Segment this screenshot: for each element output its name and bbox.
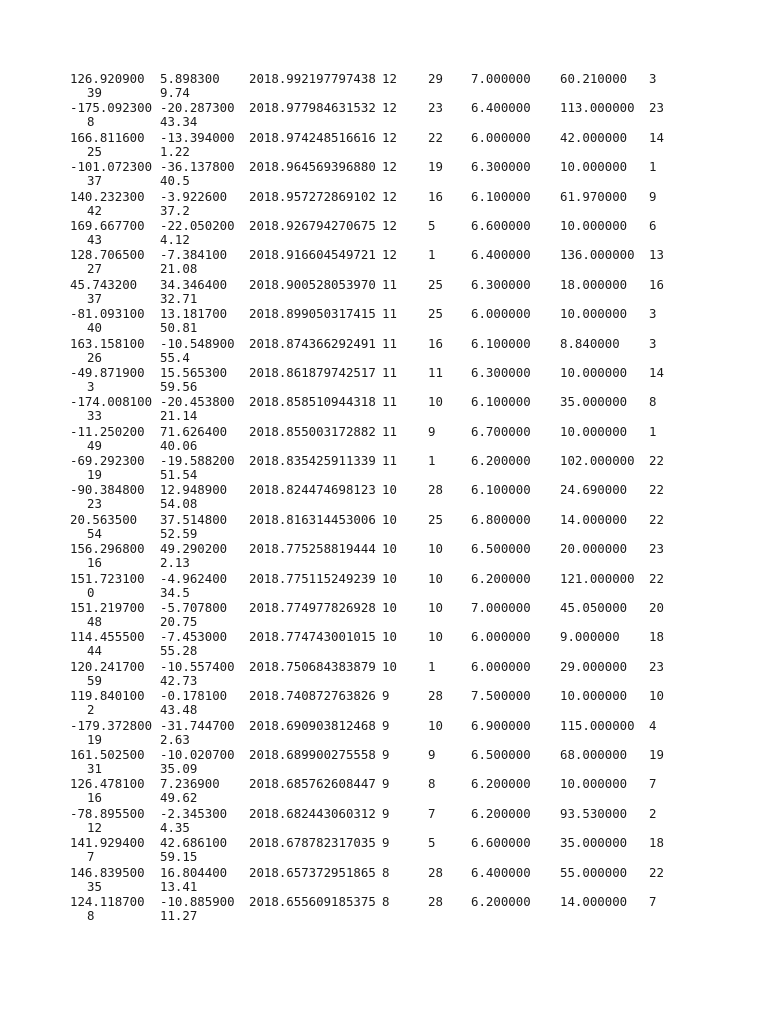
- latitude-cell: -13.394000: [160, 129, 235, 145]
- latitude-cell: 5.898300: [160, 71, 220, 86]
- minute-cell: 0: [87, 584, 95, 600]
- minute-cell: 27: [87, 261, 102, 277]
- longitude-cell: -11.250200: [70, 423, 145, 439]
- longitude-cell: 163.158100: [70, 335, 145, 351]
- second-cell: 40.5: [160, 173, 190, 189]
- latitude-cell: 16.804400: [160, 864, 228, 880]
- longitude-cell: 114.455500: [70, 629, 145, 645]
- latitude-cell: -3.922600: [160, 188, 228, 204]
- second-cell: 55.28: [160, 643, 198, 659]
- day-cell: 11: [428, 364, 443, 380]
- longitude-cell: 124.118700: [70, 893, 145, 909]
- magnitude-cell: 6.300000: [471, 276, 531, 292]
- decimal-year-cell: 2018.682443060312: [249, 805, 376, 821]
- decimal-year-cell: 2018.775115249239: [249, 570, 376, 586]
- hour-cell: 9: [649, 188, 657, 204]
- month-cell: 10: [382, 570, 397, 586]
- minute-cell: 16: [87, 790, 102, 806]
- latitude-cell: -10.885900: [160, 893, 235, 909]
- hour-cell: 19: [649, 746, 664, 762]
- latitude-cell: 12.948900: [160, 482, 228, 498]
- minute-cell: 12: [87, 819, 102, 835]
- longitude-cell: 166.811600: [70, 129, 145, 145]
- day-cell: 29: [428, 71, 443, 86]
- longitude-cell: 169.667700: [70, 217, 145, 233]
- hour-cell: 22: [649, 511, 664, 527]
- hour-cell: 3: [649, 306, 657, 322]
- second-cell: 59.15: [160, 849, 198, 865]
- latitude-cell: 49.290200: [160, 541, 228, 557]
- month-cell: 11: [382, 453, 397, 469]
- longitude-cell: 151.723100: [70, 570, 145, 586]
- magnitude-cell: 6.100000: [471, 482, 531, 498]
- second-cell: 42.73: [160, 672, 198, 688]
- magnitude-cell: 6.200000: [471, 453, 531, 469]
- longitude-cell: 156.296800: [70, 541, 145, 557]
- latitude-cell: 34.346400: [160, 276, 228, 292]
- hour-cell: 22: [649, 453, 664, 469]
- depth-cell: 8.840000: [560, 335, 620, 351]
- month-cell: 10: [382, 600, 397, 616]
- hour-cell: 14: [649, 364, 664, 380]
- magnitude-cell: 6.200000: [471, 893, 531, 909]
- day-cell: 8: [428, 776, 436, 792]
- depth-cell: 136.000000: [560, 247, 635, 263]
- longitude-cell: 128.706500: [70, 247, 145, 263]
- second-cell: 35.09: [160, 760, 198, 776]
- minute-cell: 42: [87, 202, 102, 218]
- magnitude-cell: 6.200000: [471, 776, 531, 792]
- magnitude-cell: 6.700000: [471, 423, 531, 439]
- latitude-cell: 15.565300: [160, 364, 228, 380]
- decimal-year-cell: 2018.685762608447: [249, 776, 376, 792]
- decimal-year-cell: 2018.899050317415: [249, 306, 376, 322]
- hour-cell: 4: [649, 717, 657, 733]
- month-cell: 12: [382, 188, 397, 204]
- decimal-year-cell: 2018.657372951865: [249, 864, 376, 880]
- decimal-year-cell: 2018.689900275558: [249, 746, 376, 762]
- day-cell: 25: [428, 276, 443, 292]
- second-cell: 4.12: [160, 231, 190, 247]
- depth-cell: 60.210000: [560, 71, 628, 86]
- minute-cell: 25: [87, 143, 102, 159]
- longitude-cell: 20.563500: [70, 511, 138, 527]
- hour-cell: 22: [649, 482, 664, 498]
- day-cell: 7: [428, 805, 436, 821]
- month-cell: 9: [382, 717, 390, 733]
- second-cell: 52.59: [160, 525, 198, 541]
- month-cell: 10: [382, 629, 397, 645]
- decimal-year-cell: 2018.874366292491: [249, 335, 376, 351]
- second-cell: 9.74: [160, 85, 190, 100]
- month-cell: 8: [382, 864, 390, 880]
- day-cell: 23: [428, 100, 443, 116]
- minute-cell: 7: [87, 849, 95, 865]
- longitude-cell: -101.072300: [70, 159, 153, 175]
- day-cell: 10: [428, 629, 443, 645]
- latitude-cell: -31.744700: [160, 717, 235, 733]
- minute-cell: 19: [87, 731, 102, 747]
- latitude-cell: 37.514800: [160, 511, 228, 527]
- longitude-cell: 126.478100: [70, 776, 145, 792]
- minute-cell: 16: [87, 555, 102, 571]
- depth-cell: 102.000000: [560, 453, 635, 469]
- decimal-year-cell: 2018.974248516616: [249, 129, 376, 145]
- latitude-cell: -2.345300: [160, 805, 228, 821]
- depth-cell: 10.000000: [560, 159, 628, 175]
- longitude-cell: 161.502500: [70, 746, 145, 762]
- month-cell: 9: [382, 776, 390, 792]
- depth-cell: 115.000000: [560, 717, 635, 733]
- second-cell: 21.14: [160, 408, 198, 424]
- depth-cell: 45.050000: [560, 600, 628, 616]
- minute-cell: 8: [87, 114, 95, 130]
- day-cell: 28: [428, 893, 443, 909]
- longitude-cell: -175.092300: [70, 100, 153, 116]
- minute-cell: 31: [87, 760, 102, 776]
- magnitude-cell: 6.800000: [471, 511, 531, 527]
- hour-cell: 6: [649, 217, 657, 233]
- longitude-cell: -81.093100: [70, 306, 145, 322]
- latitude-cell: -36.137800: [160, 159, 235, 175]
- decimal-year-cell: 2018.740872763826: [249, 688, 376, 704]
- day-cell: 28: [428, 482, 443, 498]
- depth-cell: 35.000000: [560, 835, 628, 851]
- minute-cell: 40: [87, 320, 102, 336]
- decimal-year-cell: 2018.916604549721: [249, 247, 376, 263]
- day-cell: 10: [428, 717, 443, 733]
- magnitude-cell: 6.500000: [471, 746, 531, 762]
- decimal-year-cell: 2018.774977826928: [249, 600, 376, 616]
- magnitude-cell: 7.500000: [471, 688, 531, 704]
- depth-cell: 29.000000: [560, 658, 628, 674]
- decimal-year-cell: 2018.861879742517: [249, 364, 376, 380]
- month-cell: 9: [382, 746, 390, 762]
- hour-cell: 22: [649, 864, 664, 880]
- latitude-cell: -20.287300: [160, 100, 235, 116]
- magnitude-cell: 6.200000: [471, 570, 531, 586]
- decimal-year-cell: 2018.824474698123: [249, 482, 376, 498]
- depth-cell: 113.000000: [560, 100, 635, 116]
- day-cell: 1: [428, 658, 436, 674]
- month-cell: 12: [382, 100, 397, 116]
- depth-cell: 10.000000: [560, 423, 628, 439]
- latitude-cell: 7.236900: [160, 776, 220, 792]
- depth-cell: 55.000000: [560, 864, 628, 880]
- month-cell: 9: [382, 835, 390, 851]
- decimal-year-cell: 2018.855003172882: [249, 423, 376, 439]
- day-cell: 5: [428, 217, 436, 233]
- minute-cell: 43: [87, 231, 102, 247]
- latitude-cell: -10.020700: [160, 746, 235, 762]
- second-cell: 20.75: [160, 614, 198, 630]
- magnitude-cell: 6.100000: [471, 394, 531, 410]
- decimal-year-cell: 2018.977984631532: [249, 100, 376, 116]
- hour-cell: 23: [649, 541, 664, 557]
- magnitude-cell: 6.000000: [471, 306, 531, 322]
- second-cell: 2.63: [160, 731, 190, 747]
- hour-cell: 3: [649, 335, 657, 351]
- month-cell: 11: [382, 335, 397, 351]
- magnitude-cell: 6.500000: [471, 541, 531, 557]
- longitude-cell: 140.232300: [70, 188, 145, 204]
- longitude-cell: 45.743200: [70, 276, 138, 292]
- second-cell: 1.22: [160, 143, 190, 159]
- hour-cell: 8: [649, 394, 657, 410]
- second-cell: 13.41: [160, 878, 198, 894]
- longitude-cell: 126.920900: [70, 71, 145, 86]
- second-cell: 51.54: [160, 467, 198, 483]
- magnitude-cell: 6.100000: [471, 188, 531, 204]
- day-cell: 19: [428, 159, 443, 175]
- month-cell: 12: [382, 247, 397, 263]
- month-cell: 11: [382, 423, 397, 439]
- hour-cell: 18: [649, 835, 664, 851]
- minute-cell: 35: [87, 878, 102, 894]
- depth-cell: 10.000000: [560, 217, 628, 233]
- day-cell: 28: [428, 688, 443, 704]
- depth-cell: 42.000000: [560, 129, 628, 145]
- decimal-year-cell: 2018.816314453006: [249, 511, 376, 527]
- magnitude-cell: 6.600000: [471, 217, 531, 233]
- longitude-cell: -78.895500: [70, 805, 145, 821]
- longitude-cell: -69.292300: [70, 453, 145, 469]
- latitude-cell: 71.626400: [160, 423, 228, 439]
- decimal-year-cell: 2018.900528053970: [249, 276, 376, 292]
- hour-cell: 14: [649, 129, 664, 145]
- day-cell: 10: [428, 570, 443, 586]
- second-cell: 43.34: [160, 114, 198, 130]
- longitude-cell: 119.840100: [70, 688, 145, 704]
- latitude-cell: -19.588200: [160, 453, 235, 469]
- day-cell: 9: [428, 423, 436, 439]
- depth-cell: 14.000000: [560, 511, 628, 527]
- longitude-cell: 151.219700: [70, 600, 145, 616]
- month-cell: 12: [382, 71, 397, 86]
- minute-cell: 19: [87, 467, 102, 483]
- second-cell: 4.35: [160, 819, 190, 835]
- hour-cell: 3: [649, 71, 657, 86]
- depth-cell: 10.000000: [560, 688, 628, 704]
- decimal-year-cell: 2018.690903812468: [249, 717, 376, 733]
- day-cell: 10: [428, 541, 443, 557]
- decimal-year-cell: 2018.678782317035: [249, 835, 376, 851]
- latitude-cell: -10.548900: [160, 335, 235, 351]
- depth-cell: 20.000000: [560, 541, 628, 557]
- decimal-year-cell: 2018.750684383879: [249, 658, 376, 674]
- magnitude-cell: 6.600000: [471, 835, 531, 851]
- day-cell: 16: [428, 188, 443, 204]
- minute-cell: 54: [87, 525, 102, 541]
- minute-cell: 33: [87, 408, 102, 424]
- latitude-cell: -7.384100: [160, 247, 228, 263]
- depth-cell: 121.000000: [560, 570, 635, 586]
- hour-cell: 1: [649, 423, 657, 439]
- second-cell: 40.06: [160, 437, 198, 453]
- decimal-year-cell: 2018.775258819444: [249, 541, 376, 557]
- day-cell: 10: [428, 600, 443, 616]
- second-cell: 11.27: [160, 907, 198, 923]
- hour-cell: 2: [649, 805, 657, 821]
- minute-cell: 8: [87, 907, 95, 923]
- month-cell: 11: [382, 276, 397, 292]
- hour-cell: 10: [649, 688, 664, 704]
- month-cell: 10: [382, 658, 397, 674]
- latitude-cell: -10.557400: [160, 658, 235, 674]
- magnitude-cell: 6.200000: [471, 805, 531, 821]
- minute-cell: 39: [87, 85, 102, 100]
- month-cell: 12: [382, 129, 397, 145]
- latitude-cell: -20.453800: [160, 394, 235, 410]
- second-cell: 2.13: [160, 555, 190, 571]
- decimal-year-cell: 2018.835425911339: [249, 453, 376, 469]
- depth-cell: 61.970000: [560, 188, 628, 204]
- day-cell: 25: [428, 511, 443, 527]
- latitude-cell: -22.050200: [160, 217, 235, 233]
- second-cell: 54.08: [160, 496, 198, 512]
- hour-cell: 20: [649, 600, 664, 616]
- day-cell: 25: [428, 306, 443, 322]
- hour-cell: 7: [649, 776, 657, 792]
- second-cell: 49.62: [160, 790, 198, 806]
- hour-cell: 16: [649, 276, 664, 292]
- decimal-year-cell: 2018.964569396880: [249, 159, 376, 175]
- month-cell: 8: [382, 893, 390, 909]
- second-cell: 55.4: [160, 349, 190, 365]
- latitude-cell: 13.181700: [160, 306, 228, 322]
- month-cell: 10: [382, 541, 397, 557]
- minute-cell: 2: [87, 702, 95, 718]
- hour-cell: 18: [649, 629, 664, 645]
- day-cell: 22: [428, 129, 443, 145]
- depth-cell: 18.000000: [560, 276, 628, 292]
- depth-cell: 14.000000: [560, 893, 628, 909]
- decimal-year-cell: 2018.926794270675: [249, 217, 376, 233]
- month-cell: 12: [382, 159, 397, 175]
- magnitude-cell: 7.000000: [471, 71, 531, 86]
- day-cell: 28: [428, 864, 443, 880]
- magnitude-cell: 6.000000: [471, 629, 531, 645]
- longitude-cell: 141.929400: [70, 835, 145, 851]
- magnitude-cell: 6.400000: [471, 100, 531, 116]
- latitude-cell: -7.453000: [160, 629, 228, 645]
- longitude-cell: 120.241700: [70, 658, 145, 674]
- magnitude-cell: 6.000000: [471, 129, 531, 145]
- latitude-cell: -5.707800: [160, 600, 228, 616]
- hour-cell: 1: [649, 159, 657, 175]
- minute-cell: 48: [87, 614, 102, 630]
- depth-cell: 10.000000: [560, 364, 628, 380]
- depth-cell: 10.000000: [560, 776, 628, 792]
- magnitude-cell: 6.300000: [471, 159, 531, 175]
- month-cell: 9: [382, 688, 390, 704]
- magnitude-cell: 6.000000: [471, 658, 531, 674]
- month-cell: 10: [382, 511, 397, 527]
- magnitude-cell: 6.400000: [471, 247, 531, 263]
- hour-cell: 22: [649, 570, 664, 586]
- month-cell: 11: [382, 306, 397, 322]
- longitude-cell: -179.372800: [70, 717, 153, 733]
- second-cell: 43.48: [160, 702, 198, 718]
- longitude-cell: -174.008100: [70, 394, 153, 410]
- depth-cell: 10.000000: [560, 306, 628, 322]
- hour-cell: 7: [649, 893, 657, 909]
- second-cell: 50.81: [160, 320, 198, 336]
- latitude-cell: 42.686100: [160, 835, 228, 851]
- minute-cell: 37: [87, 173, 102, 189]
- second-cell: 59.56: [160, 378, 198, 394]
- hour-cell: 23: [649, 658, 664, 674]
- day-cell: 1: [428, 247, 436, 263]
- decimal-year-cell: 2018.774743001015: [249, 629, 376, 645]
- day-cell: 1: [428, 453, 436, 469]
- minute-cell: 37: [87, 290, 102, 306]
- depth-cell: 9.000000: [560, 629, 620, 645]
- second-cell: 37.2: [160, 202, 190, 218]
- day-cell: 5: [428, 835, 436, 851]
- magnitude-cell: 6.300000: [471, 364, 531, 380]
- day-cell: 10: [428, 394, 443, 410]
- depth-cell: 24.690000: [560, 482, 628, 498]
- decimal-year-cell: 2018.992197797438: [249, 71, 376, 86]
- magnitude-cell: 6.400000: [471, 864, 531, 880]
- day-cell: 16: [428, 335, 443, 351]
- latitude-cell: -4.962400: [160, 570, 228, 586]
- minute-cell: 26: [87, 349, 102, 365]
- hour-cell: 13: [649, 247, 664, 263]
- magnitude-cell: 6.900000: [471, 717, 531, 733]
- second-cell: 34.5: [160, 584, 190, 600]
- decimal-year-cell: 2018.858510944318: [249, 394, 376, 410]
- month-cell: 9: [382, 805, 390, 821]
- month-cell: 11: [382, 394, 397, 410]
- month-cell: 12: [382, 217, 397, 233]
- minute-cell: 23: [87, 496, 102, 512]
- second-cell: 32.71: [160, 290, 198, 306]
- minute-cell: 59: [87, 672, 102, 688]
- minute-cell: 3: [87, 378, 95, 394]
- latitude-cell: -0.178100: [160, 688, 228, 704]
- magnitude-cell: 7.000000: [471, 600, 531, 616]
- decimal-year-cell: 2018.655609185375: [249, 893, 376, 909]
- longitude-cell: -90.384800: [70, 482, 145, 498]
- longitude-cell: -49.871900: [70, 364, 145, 380]
- month-cell: 11: [382, 364, 397, 380]
- depth-cell: 93.530000: [560, 805, 628, 821]
- hour-cell: 23: [649, 100, 664, 116]
- depth-cell: 68.000000: [560, 746, 628, 762]
- minute-cell: 49: [87, 437, 102, 453]
- minute-cell: 44: [87, 643, 102, 659]
- magnitude-cell: 6.100000: [471, 335, 531, 351]
- day-cell: 9: [428, 746, 436, 762]
- decimal-year-cell: 2018.957272869102: [249, 188, 376, 204]
- second-cell: 21.08: [160, 261, 198, 277]
- depth-cell: 35.000000: [560, 394, 628, 410]
- month-cell: 10: [382, 482, 397, 498]
- longitude-cell: 146.839500: [70, 864, 145, 880]
